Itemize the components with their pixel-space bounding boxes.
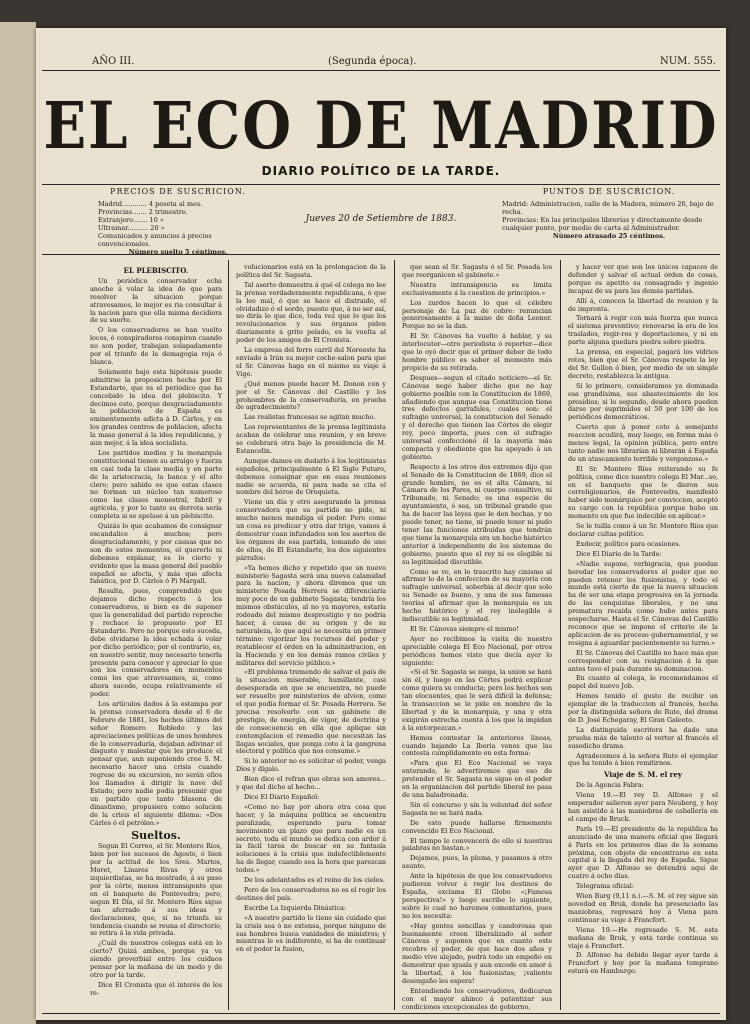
paragraph: Un periódico conservador echa anoche á volar la idea de que para resolver la situacion porque atravesamos, lo mejor es ria consultar á la nacion para que ella misma decidiera de su suerte. xyxy=(90,276,222,325)
paragraph: Agradecemos á la señora Rute el ejemplar que ha tenido á bien remitirnos. xyxy=(568,751,718,768)
subscription-points-box xyxy=(502,188,716,240)
paragraph: Wien Burg (9,11 n.).—S. M. el rey sigue sin novedad en Bruk, donde ha presenciado las maniobras, regresará hoy á Viena para continuar su viaje á Francfort. xyxy=(568,892,718,924)
paragraph: La distinguida escritora ha dado una prueba más de talento al verter al francés el susodicho drama. xyxy=(568,725,718,750)
section-heading: Viaje de S. M. el rey xyxy=(604,770,682,780)
paragraph: Bien dice el refran que obras son amores... y que del dicho al hecho... xyxy=(236,775,386,792)
paragraph: «A nuestro partido le tiene sin cuidado que la crisis sea ó no extensa, porque ninguno de sus hombres busca vanidades de ministros; y mientras le es indiferente, si ha de continuar en el poder la fusion, xyxy=(236,913,386,954)
back-issue-price: Número atrasado 25 céntimos. xyxy=(552,232,666,240)
masthead-subtitle: DIARIO POLÍTICO DE LA TARDE. xyxy=(261,164,501,178)
paragraph: D. Alfonso ha debido llegar ayer tarde á Francfort y hoy por la mañana temprano estará en Hamburgo. xyxy=(568,951,718,976)
paragraph: Solamente bajo esta hipótesis puede admitirse la proposicion hecha por El Estandarte, que es el periódico que ha concebido la idea del plebiscito. Y decimos esto, porque desgraciadamente la poblacion de España es eminentemente adicta á D. Cárlos, y en los grandes centros de poblacion, afecta la masa general á la idea republicana, y aun mejor, á la idea socialista. xyxy=(90,367,222,448)
column-3 xyxy=(402,264,552,1014)
paragraph: Viene un día y otro asegurando la prensa conservadora que su partido no pide, ni mucho menos mendiga el poder. Pero como un cosa es predicar y otra dar trigo, vamos á demostrar cuan infundados son los asertos de los órganos de esa partida, tomando de uno de ellos, de El Estandarte, los dos siguientes párrafos: xyxy=(236,498,386,562)
paragraph: En cuanto al colega, le recomendamos el papel del nuevo Job. xyxy=(568,674,718,691)
paragraph: Hemos tenido el gusto de recibir un ejemplar de la traduccion al francés, hecha por la distinguida señora de Rute, del drama de D. José Echegaray, El Gran Galeoto. xyxy=(568,692,718,724)
paragraph: «El problema tremendo de salvar el país de la situacion miserable, humillante, casi desesperada en que se encuentra, no puede ser resuelto por ministerios de alvion, como el que podía formar el Sr. Posada Herrera. Se precisa resolverlo con un gabinete de prestigio, de energía, de vigor, de doctrina y de consecuencia en ella que aplique sin contemplacion el remedio que necesitan las llagas sociales, que ponga coto á la gangrena electoral y política que nos consume.» xyxy=(236,668,386,756)
points-line: Madrid: Administracion, calle de la Madera, número 26, bajo de recha. xyxy=(502,200,714,216)
paragraph: y hacer ver que son los únicos capaces de defender y salvar el actual órden de cosas, porque es apetito su consagrado y ingenio incapaz de su para las demás partidas. xyxy=(568,264,718,295)
paragraph: «Como no hay por ahora otra cosa que hacer, y la máquina política se encuentra paralizada, esperando para tomar movimiento un plazo que para nadie es un secreto, toda el mundo se dedica con ardor á la fácil tarea de buscar en su fantasía soluciones á la crisis que indefectiblemente ha de llegar, cuando sea la hora que parezcan todos.» xyxy=(236,802,386,875)
paragraph: Los representantes de la prensa legitimista acaban de celebrar una reunion, y en breve se celebrará otra bajo la presidencia de M. Estancelin. xyxy=(236,423,386,455)
paragraph: De la Agencia Fabra: xyxy=(576,781,644,790)
issue-date: Jueves 20 de Setiembre de 1883. xyxy=(305,214,457,224)
paragraph: París 19.—El presidente de la república ha anunciado de una manera oficial que llegará á París en los primeros días de la semana próxima, con objeto de encontrarse en esta capital á la llegada del rey de España. Sigue ayer que D. Alfonso se detendrá aquí de cuatro á ocho días. xyxy=(568,824,718,881)
paragraph: Como se ve, en lo trascrito hay cinismo al afirmar lo de la confeccion de su mayoría con sufragio universal, soberbia al decir que solo su Senado es bueno, y una de sus famosas teorías al afirmar que la monarquía es un hecho histórico y el rey inelegible é indiscutible su legitimidad. xyxy=(402,567,552,623)
newspaper-page xyxy=(36,28,726,1020)
epoch-label: (Segunda época). xyxy=(328,56,417,67)
paragraph: Dice El Diario de la Tarde: xyxy=(576,549,662,558)
paragraph: Escribe La Izquierda Dinástica: xyxy=(244,903,347,912)
paragraph: Dice El Cronista que el interés de los re- xyxy=(90,980,222,997)
article-heading: EL PLEBISCITO. xyxy=(123,266,189,275)
paragraph: De esto puede hallarse firmemente convencido El Eco Nacional. xyxy=(402,818,552,835)
price-line: Comunicados y anuncios á precios convencionales. xyxy=(98,232,212,248)
paragraph: ¿Qué menos puede hacer M. Donon con y por el Sr. Cánovas del Castillo y los prohombres de la conservaduría, en prueba de agradecimiento? xyxy=(236,379,386,412)
paragraph: Viena 19.—He regresado S. M. esta mañana de Bruk, y esta tarde continua su viaje á Francfort. xyxy=(568,925,718,950)
paragraph: Pero de los conservadores no es el regir los destinos del país. xyxy=(236,885,386,902)
paragraph: Dejamos, pues, la pluma, y pasamos á otro asunto. xyxy=(402,854,552,871)
paragraph: «Nadie supone, verbigracia, que puedan heredar los conservadores el poder que no pueden retener los fusionistas, y todo el mundo está cierto de que la nueva situacion ha de ser una etapa progresiva en la jornada de las conquistas liberales, y no una prematura recaida como hubo antes para sospecharse. Hasta el Sr. Cánovas del Castillo reconoce que se impone el criterio de la aplicacion de su proceso gubernamental, y se resigna á aguardar pacientemente su turno.» xyxy=(568,559,718,647)
paragraph: Las realistas francesas se agitan mucho. xyxy=(244,413,376,422)
paragraph: El Sr. Cánovas del Castillo no hace más que corresponder con su resignacion á la que antes tuvo el país durante su dominacion. xyxy=(568,648,718,673)
column-divider xyxy=(228,260,229,1010)
column-2 xyxy=(236,264,386,1014)
subscription-points-heading: PUNTOS DE SUSCRICION. xyxy=(542,187,676,196)
bottom-rule xyxy=(42,1013,720,1014)
paragraph: Los artículos dados á la estampa por la prensa conservadora desde el 6 de Febrero de 1881, los hechos últimos del señor Romero Robledo y las apreciaciones políticas de unos hombres de la conservaduría, dejaban adivinar el disgusto y malestar que les produce el pensar que, aun suponiendo cree S. M. necesario hacer una crisis cuando regrese de su excursion, no serán ellos los llamados á dirigir la nave del Estado; pero nadie podía presumir que un partido que tanto blasona de dinastismo, propusiera como solucion de la crisis el siguiente dilema: «Dos Cárlos ó el petróleo.» xyxy=(90,700,222,827)
price-line: Extranjero....... 10 » xyxy=(98,216,164,224)
paragraph: Entendiendo los conservadores, dedicaran con el mayor ahinco á patentizar sus condiciones excepcionales de gobierno, xyxy=(402,986,552,1011)
paragraph: El tiempo le convencerá de ello si nuestras palabras no bastan.» xyxy=(402,836,552,853)
paragraph: Dice El Diario Español: xyxy=(244,793,320,801)
section-heading: Sueltos. xyxy=(131,828,181,842)
top-rule xyxy=(42,70,720,71)
paragraph: De los adelantados es el reino de los cielos. xyxy=(244,876,385,885)
paragraph: El Sr. Cánovas siempre el mismo! xyxy=(410,624,519,633)
paragraph: Segun El Correo, el Sr. Montero Ríos, bien por los sucesos de Agosto, ó bien por la actitud de los Sres. Martos, Moret, Linares Rivas y otros izquierdistas, se ha mostrado, á su paso por la córte, menos intransigente que en el banquete de Pontevedra; pero, segun El Día, el Sr. Montero Ríos sigue tan aferrado á sus ideas y declaraciones, que, si no triunfa su tendencia cuando se reuna el directorio, se retira á la vida privada. xyxy=(90,842,222,938)
issue-number: NUM. 555. xyxy=(659,56,716,67)
paragraph: Aunque damos en dudarlo á los legitimistas españoles, principalmente á El Siglo Futuro, debemos consignar que en esas reuniones nadie se acuerda, ni para nada se cita el nombre del héroe de Oroquieta. xyxy=(236,456,386,497)
column-divider xyxy=(394,260,395,1010)
paragraph: El Sr. Montero Ríos reiterando su fe política, como dice nuestro colega El Mar...so, en el banquete que le dieron sus correligionarios, de Pontevedra, manifestó haber sido monárquico por conviccion, aceptó su cargo con la república porque hubo un momento en que fue indecible en aplicar.» xyxy=(568,464,718,521)
paragraph: Nuestra intransigencia es limita exclusivamente á la cuestion de principios.» xyxy=(402,280,552,297)
paragraph: Viena 19.—El rey D. Alfonso y el emperador salieron ayer para Neuberg, y hoy han asistido á las maniobras de caballería en el campo de Bruck. xyxy=(568,791,718,823)
paragraph: «Para que El Eco Nacional se vaya enterando, le advertiremos que eso de pretender el Sr. Sagasta no sigue en el poder en la organizacion del partido liberal no pasa de una baladronada. xyxy=(402,759,552,799)
paragraph: La prensa, en especial, pagará los vidrios rotos, bien que el Sr. Cánovas respete la ley del Sr. Gullon ó bien, por medio de un simple decreto, restablezca la antigua. xyxy=(568,348,718,380)
paragraph: Ante la hipótesis de que los conservadores pudieran volver á regir los destinos de España, exclama El Globo «¡Famosa perspectiva!» y luego escribe lo siguiente, sobre lo cual no haremos comentarios, pues no los necesita: xyxy=(402,872,552,920)
paragraph: «Si el Sr. Sagasta se niega, la union se hará sin él, y luego en las Córtes podrá explicar como quiera su conducta; pero los hechos son tan elocuentes, que le será difícil la defensa; la transaccion se le pide en nombre de la libertad y de la monarquía, y una y otra exigirán estrecha cuenta á los que la impidan á la entorpezcan.» xyxy=(402,668,552,732)
column-1 xyxy=(90,264,222,1014)
column-divider xyxy=(560,260,561,1010)
paragraph: Sin el concurso y sin la voluntad del señor Sagasta no se hará nada. xyxy=(402,800,552,817)
paragraph: Tal aserto demuestra á qué el colega no lee la prensa verdaderamente republicana, ó que la lee mal, ó que se hace el distraido, el olvidadizo ó el sordo, puesto que, á no ser así, no diría lo que dice, toda vez que lo que los revolucionarios y sus órganos piden diariamente á grito pelado, es la vuelta al poder de los amigos de El Cronista. xyxy=(236,280,386,345)
paragraph: La empresa del ferro carril del Noroeste ha enviado á Irún su mejor coche-salon para que el Sr. Cánovas haga en el mismo su viaje á Vigo. xyxy=(236,346,386,378)
paragraph: Si lo anterior no es solicitar el poder, venga Dios y dígalo. xyxy=(236,757,386,774)
paragraph: Los partidos medios y la monarquía constitucional tienen su arraigo y fuerza en casi toda la clase media y en parte de la aristocracia, la banca y el alto clero; pero sabido es que estas clases no forman un núcleo tan numeroso como las clases menestral, fabril y agrícola, y por lo tanto su derrota sería completa si se apelase á un plebiscito. xyxy=(90,448,222,521)
subscription-prices-box xyxy=(98,188,258,256)
paragraph: Ayer no recibimos la visita de nuestro apreciable colega El Eco Nacional, por otros periódicos hemos visto que decía ayer lo siguiente: xyxy=(402,634,552,667)
subscription-prices-heading: PRECIOS DE SUSCRICION. xyxy=(110,187,246,196)
paragraph: O los conservadores se han vuelto locos, ó conspiradores conspiren cuando no son poder, trabajan solapadamente por el triunfo de la demagogia roja ó blanca. xyxy=(90,326,222,366)
paragraph: Hemos contestar la anteriores líneas, cuando bajando La Iberia venos que las contesta cumplidamente en esta forma: xyxy=(402,733,552,758)
year-label: AÑO III. xyxy=(92,56,135,67)
header-bottom-rule xyxy=(42,254,720,255)
paragraph: Los zurdos hacen lo que el célebre personaje de La paz de cobre: renuncian generosamente á la mano de doña Leonor. Porque no se la dan. xyxy=(402,298,552,331)
paragraph: Quizás lo que acabamos de consignar escandalice á muchos; pero desgraciadamente, y por causas que no son de estos momentos, el quererlo ni debemos explanar, es lo cierto y evidente que la masa general del pueblo español se afecta, y más que afecta fanática, por D. Cárlos ó Pi Margall. xyxy=(90,522,222,586)
price-line: Ultramar.......... 20 » xyxy=(98,224,165,232)
paragraph: Se le tuilla como á un Sr. Montero Ríos que declarar cultas político. xyxy=(568,522,718,538)
masthead-title: EL ECO DE MADRID xyxy=(43,88,719,164)
paragraph: Exdecir, político para ocasiones. xyxy=(576,539,681,548)
paragraph: Despues—segun el citado noticiero—el Sr. Cánovas negó haber dicho que no hay gobierno posible con la Constitucion de 1869, añadiendo que aunque esa Constitucion tiene tres defectos garrafales, cuales son: el sufragio universal, la constitucion del Senado y el derecho que tienen las Córtes de elegir rey, poco importa, pues con el sufragio universal confeccionó él la mayoría más compacta y obediente que ha apoyado á un gobierno. xyxy=(402,373,552,461)
single-issue-price: Número suelto 5 céntimos. xyxy=(128,248,228,256)
paragraph: volucionarios está en la prolongacion de la política del Sr. Sagasta. xyxy=(236,264,386,279)
price-line: Madrid............ 4 peseta al mes. xyxy=(98,200,203,208)
paragraph: ¿Cuál de nuestros colegas está en lo cierto? Quizá ambos, porque ya va siendo proverbial entre los cuidaos pensar por la mañana de un modo y de otro por la tarde. xyxy=(90,939,222,979)
paragraph: Respecto á los otros dos extremos dijo que el Senado de la Constitucion de 1869, dice el grande hombre, no es el alta Cámara, ni Cámara de los Pares, ni cuerpo consultivo, ni Tribunado, ni Senado; es una especie de ayuntamiento, ó sea, un tribunal grande que ha de hacer las leyes que le den hechas, y no puede tener, no tiene, ni puede tener ni pudo tener las funciones atribuidas que tendrán que tiene la monarquía era un hecho histórico anterior á independiente de los sistemas de gobierno, puesto que el rey ni es elegible ni su legitimidad discutible. xyxy=(402,462,552,566)
paragraph: Si lo primero, consideramos ya dominada esa grandísima, sus abastecimiento de los presidios; si lo segundo, desde ahora pueden darse por suprimidos el 50 por 100 de los periódicos democráticos. xyxy=(568,381,718,422)
binding-edge xyxy=(0,22,36,1024)
paragraph: Tornará á regir con más fuerza que nunca el sistema preventivo; renovarse la era de los traslados, regir-ros y deportaciones, y ni en parte alguna quedara piedra sobre piedra. xyxy=(568,314,718,347)
paragraph: Telegrama oficial: xyxy=(576,882,634,891)
paragraph: El Sr. Cánovas ha vuelto á hablar, y su interlocutor—otro periodista ó reporter—dice que lo oyó decir que el primer deber de todo hombre público es saber el momento más propicio de su retirada. xyxy=(402,332,552,372)
price-line: Provincias....... 2 trimestre. xyxy=(98,208,188,216)
column-4 xyxy=(568,264,718,1014)
paragraph: «Ya hemos dicho y repetido que un nuevo ministerio Sagasta será una nueva calamidad para la nacion; y ahora diremos que un ministerio Posada Herrera se diferenciaría muy poco de un gabinete Sagasta; tendría los mismos obstáculos, al no ya mayores, estaría rodeado del mismo desprestigio y no podría hacer, á causa de su origen y de su naturaleza, lo que aquí se necesita un primer término: vigorizar los recursos del poder y restablecer el órden en la administracion, en la Hacienda y en los demás ramos civiles y militares del servicio público.» xyxy=(236,563,386,667)
masthead-rule xyxy=(42,184,720,185)
paragraph: Resulta, pues, comprendido que dejamos dicho respecto á los conservadores, si bien es de suponer que la generalidad del partido reproche y rechace lo propuesto por El Estandarte. Pero no porque esto suceda, debe olvidarse la idea echada á volar por dicho periódico; por el contrario, es, en nuestro sentir, muy necesario tenerla presente para conocer y apreciar lo que son los conservadores en momentos como los que atravesamos, si, como ahora sucede, ocupa relativamente el poder. xyxy=(90,587,222,699)
paragraph: Allí á, conocen la libertad de reunion y la de imprenta. xyxy=(568,296,718,313)
points-line: Provincias: En las principales librerías y directamente desde cualquier punto, por medio de carta al Administrador. xyxy=(502,216,703,232)
paragraph: que sean el Sr. Sagasta ó el Sr. Posada los que reorganicen el gabinete.» xyxy=(402,264,552,279)
paragraph: Cuerto que á poner coto á semejante reaccion acudirá, muy luego, en forma más ó menos legal, la opinion pública, pero entre tanto nadie nos librarían ni librarán á España de un atascamiento terrible y vergonzoso.» xyxy=(568,423,718,463)
paragraph: «Hay gentes sencillas y candorosas que buenamente creen liberalizado al señor Cánovas y suponen que en cuanto este recobre el poder, de que hace dos años y medio vive alejado, podrá todo un empeño en demostrar que iguala y aun excede en amor á la libertad, á los fusionistas; ¡valiente desengaño les espera! xyxy=(402,921,552,985)
